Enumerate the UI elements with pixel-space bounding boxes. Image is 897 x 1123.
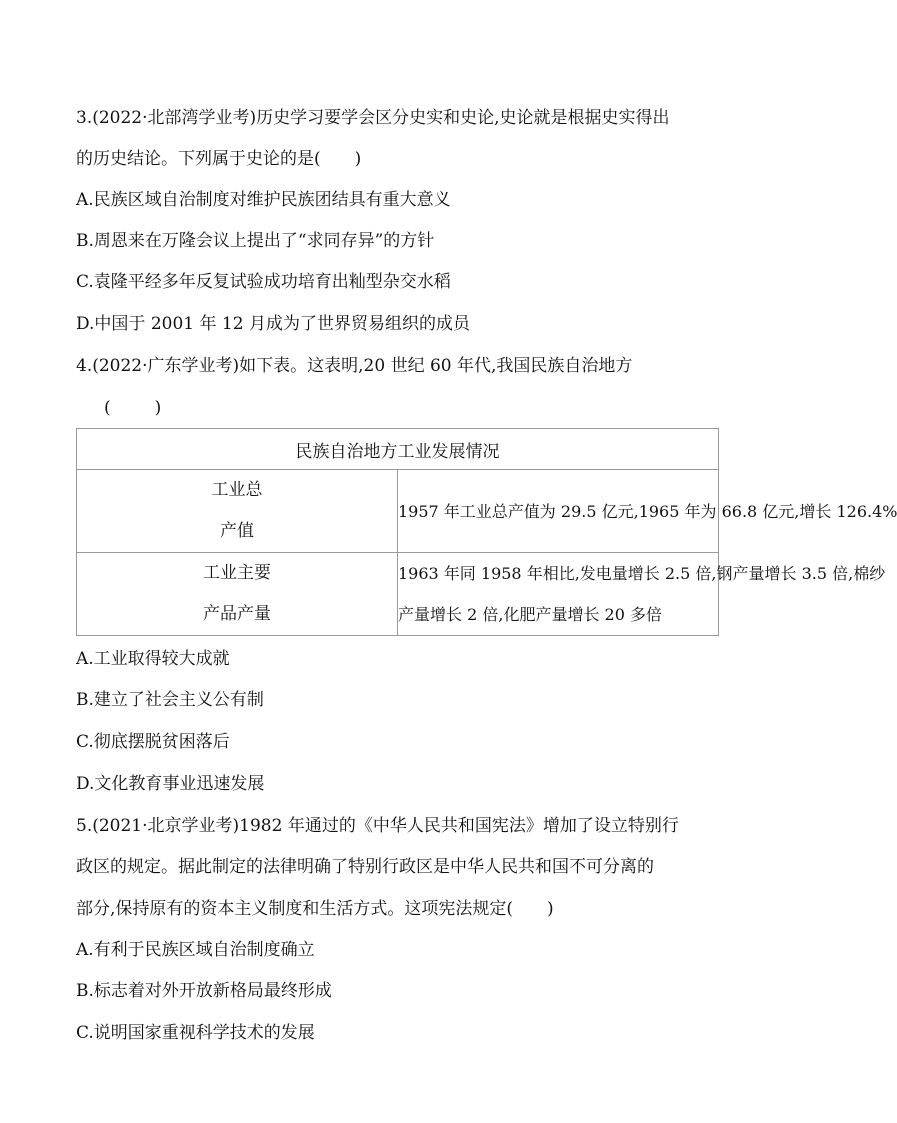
- q3-stem-line2: [76, 147, 361, 171]
- q4-paren-open: (: [104, 398, 111, 418]
- row-label-line1: 工业主要: [203, 563, 271, 583]
- q5-stem-line3: [76, 897, 554, 921]
- q5-paren-close: ): [547, 899, 554, 919]
- q5-option-a: A.有利于民族区域自治制度确立: [76, 940, 315, 960]
- q5-option-b: B.标志着对外开放新格局最终形成: [76, 981, 332, 1001]
- row-label-line1: 工业总: [211, 480, 263, 500]
- q5-stem-line2: 政区的规定。据此制定的法律明确了特别行政区是中华人民共和国不可分离的: [76, 857, 654, 877]
- q4-stem-line1: 4.(2022·广东学业考)如下表。这表明,20 世纪 60 年代,我国民族自治地方: [76, 356, 633, 376]
- table-row: [77, 553, 719, 636]
- q4-paren-close: ): [154, 398, 162, 418]
- table-title-row: [77, 429, 719, 470]
- row-value: [398, 470, 897, 553]
- q4-answer-paren: [104, 396, 161, 420]
- row-value-line1: 1963 年同 1958 年相比,发电量增长 2.5 倍,钢产量增长 3.5 倍,棉纱: [398, 564, 886, 583]
- q5-option-c: C.说明国家重视科学技术的发展: [76, 1023, 315, 1043]
- q3-stem-line1: 3.(2022·北部湾学业考)历史学习要学会区分史实和史论,史论就是根据史实得出: [76, 108, 670, 128]
- row-value-line2: 产量增长 2 倍,化肥产量增长 20 多倍: [398, 605, 662, 624]
- row-label: [77, 470, 398, 553]
- q3-stem-text: 的历史结论。下列属于史论的是(: [76, 149, 321, 169]
- q4-option-a: A.工业取得较大成就: [76, 649, 230, 669]
- row-label-line2: 产值: [220, 521, 254, 541]
- q5-stem-line1: 5.(2021·北京学业考)1982 年通过的《中华人民共和国宪法》增加了设立特别行: [76, 816, 679, 836]
- row-value-line1: 1957 年工业总产值为 29.5 亿元,1965 年为 66.8 亿元,增长 126.4%: [398, 501, 897, 521]
- q5-stem-text: 部分,保持原有的资本主义制度和生活方式。这项宪法规定(: [76, 899, 514, 919]
- row-value: [398, 553, 886, 636]
- q3-option-a: A.民族区域自治制度对维护民族团结具有重大意义: [76, 190, 451, 210]
- q4-option-b: B.建立了社会主义公有制: [76, 690, 264, 710]
- q3-option-d: D.中国于 2001 年 12 月成为了世界贸易组织的成员: [76, 314, 470, 334]
- q4-option-d: D.文化教育事业迅速发展: [76, 774, 265, 794]
- industry-table: [76, 428, 897, 636]
- table-title: 民族自治地方工业发展情况: [77, 429, 719, 470]
- q3-paren-close: ): [354, 149, 362, 169]
- table-row: [77, 470, 719, 553]
- q3-option-c: C.袁隆平经多年反复试验成功培育出籼型杂交水稻: [76, 272, 451, 292]
- row-label-line2: 产品产量: [203, 604, 271, 624]
- q4-option-c: C.彻底摆脱贫困落后: [76, 732, 230, 752]
- row-label: [77, 553, 398, 636]
- q3-option-b: B.周恩来在万隆会议上提出了“求同存异”的方针: [76, 231, 435, 251]
